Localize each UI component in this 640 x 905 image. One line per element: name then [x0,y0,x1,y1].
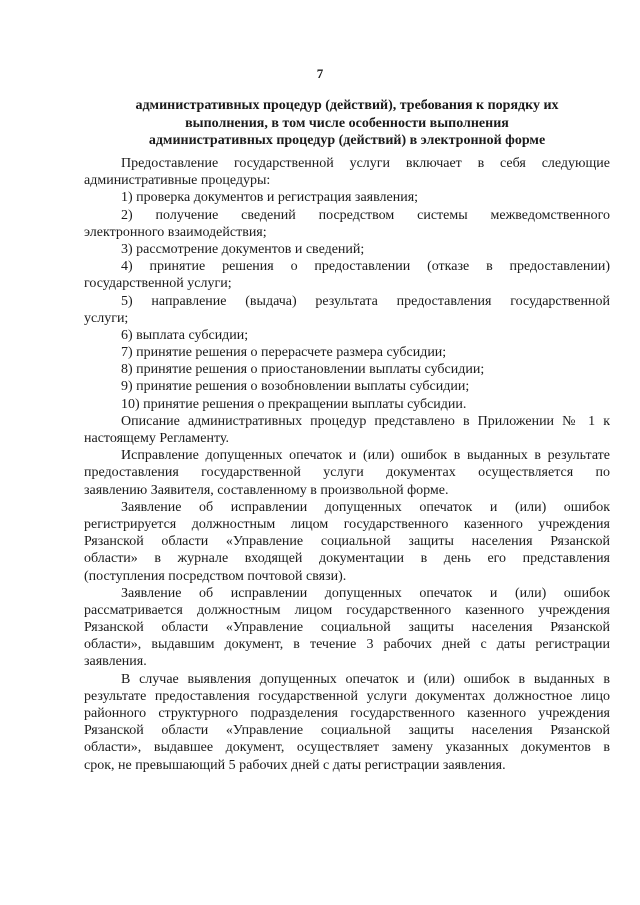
paragraph-line: регистрируется должностным лицом государственного казенного учреждения [84,516,610,532]
paragraph-line: 7) принятие решения о перерасчете размера субсидии; [121,345,447,361]
paragraph-line: услуги; [84,310,129,326]
paragraph [84,413,610,447]
paragraph-line: электронного взаимодействия; [84,224,267,240]
paragraph-line: В случае выявления допущенных опечаток и (или) ошибок в выданных в [121,671,610,687]
paragraph-line: результате предоставления государственной услуги документах должностное лицо [84,688,610,704]
paragraph [84,241,610,258]
heading-line: административных процедур (действий) в электронной форме [148,133,546,148]
page-number: 7 [316,66,324,81]
paragraph-line: 4) принятие решения о предоставлении (отказе в предоставлении) [121,259,610,275]
paragraph-line: области», выдавшим документ, в течение 3 рабочих дней с даты регистрации [84,637,610,653]
heading-line: административных процедур (действий), требования к порядку их [135,98,559,113]
paragraph-line: районного структурного подразделения государственного казенного учреждения [84,706,610,721]
paragraph [84,447,610,499]
paragraph [84,378,610,395]
paragraph [84,258,610,292]
paragraph [84,189,610,206]
paragraph-line: Рязанской области «Управление социальной защиты населения Рязанской [84,620,610,636]
paragraph-line: 5) направление (выдача) результата предоставления государственной [121,293,610,309]
paragraph-line: заявлению Заявителя, составленному в произвольной форме. [84,482,449,498]
heading-line: выполнения, в том числе особенности выполнения [185,115,509,131]
paragraph [84,585,610,671]
paragraph-line: настоящему Регламенту. [84,431,230,446]
paragraph-line: административные процедуры: [84,173,271,189]
paragraph-line: 10) принятие решения о прекращении выплаты субсидии. [121,396,467,412]
paragraph-line: 2) получение сведений посредством системы межведомственного [121,207,610,223]
paragraph-line: Предоставление государственной услуги включает в себя следующие [121,156,610,171]
paragraph-line: 9) принятие решения о возобновлении выплаты субсидии; [121,379,470,395]
paragraph-line: 6) выплата субсидии; [121,327,249,343]
section-heading [84,97,610,150]
paragraph-line: срок, не превышающий 5 рабочих дней с даты регистрации заявления. [84,757,506,773]
paragraph [84,207,610,241]
paragraph-line: Заявление об исправлении допущенных опечаток и (или) ошибок [121,499,610,515]
paragraph-line: Исправление допущенных опечаток и (или) ошибок в выданных в результате [121,448,610,464]
paragraph-line: 8) принятие решения о приостановлении выплаты субсидии; [121,362,485,378]
paragraph [84,344,610,361]
paragraph-line: рассматривается должностным лицом государственного казенного учреждения [84,602,610,618]
paragraph [84,361,610,378]
paragraph-line: заявления. [84,654,147,670]
paragraph-line: Рязанской области «Управление социальной защиты населения Рязанской [84,723,610,739]
paragraph-line: области» в журнале входящей документации в день его представления [84,551,610,567]
paragraph-line: 1) проверка документов и регистрация заявления; [121,190,419,206]
paragraph-line: (поступления посредством почтовой связи). [84,568,347,584]
paragraph-line: области», выдавшее документ, осуществляет замену указанных документов в [84,740,610,756]
paragraph-line: 3) рассмотрение документов и сведений; [121,241,365,257]
paragraph-line: Заявление об исправлении допущенных опечаток и (или) ошибок [121,585,610,601]
paragraph [84,327,610,344]
paragraph-line: Описание административных процедур представлено в Приложении № 1 к [121,413,610,429]
paragraph-line: предоставления государственной услуги документах осуществляется по [84,465,610,481]
paragraph-line: Рязанской области «Управление социальной защиты населения Рязанской [84,534,610,550]
paragraph [84,155,610,189]
paragraph [84,671,610,774]
paragraph [84,293,610,327]
paragraph-line: государственной услуги; [84,276,232,292]
paragraph [84,499,610,585]
document-body [84,155,610,774]
paragraph [84,396,610,413]
